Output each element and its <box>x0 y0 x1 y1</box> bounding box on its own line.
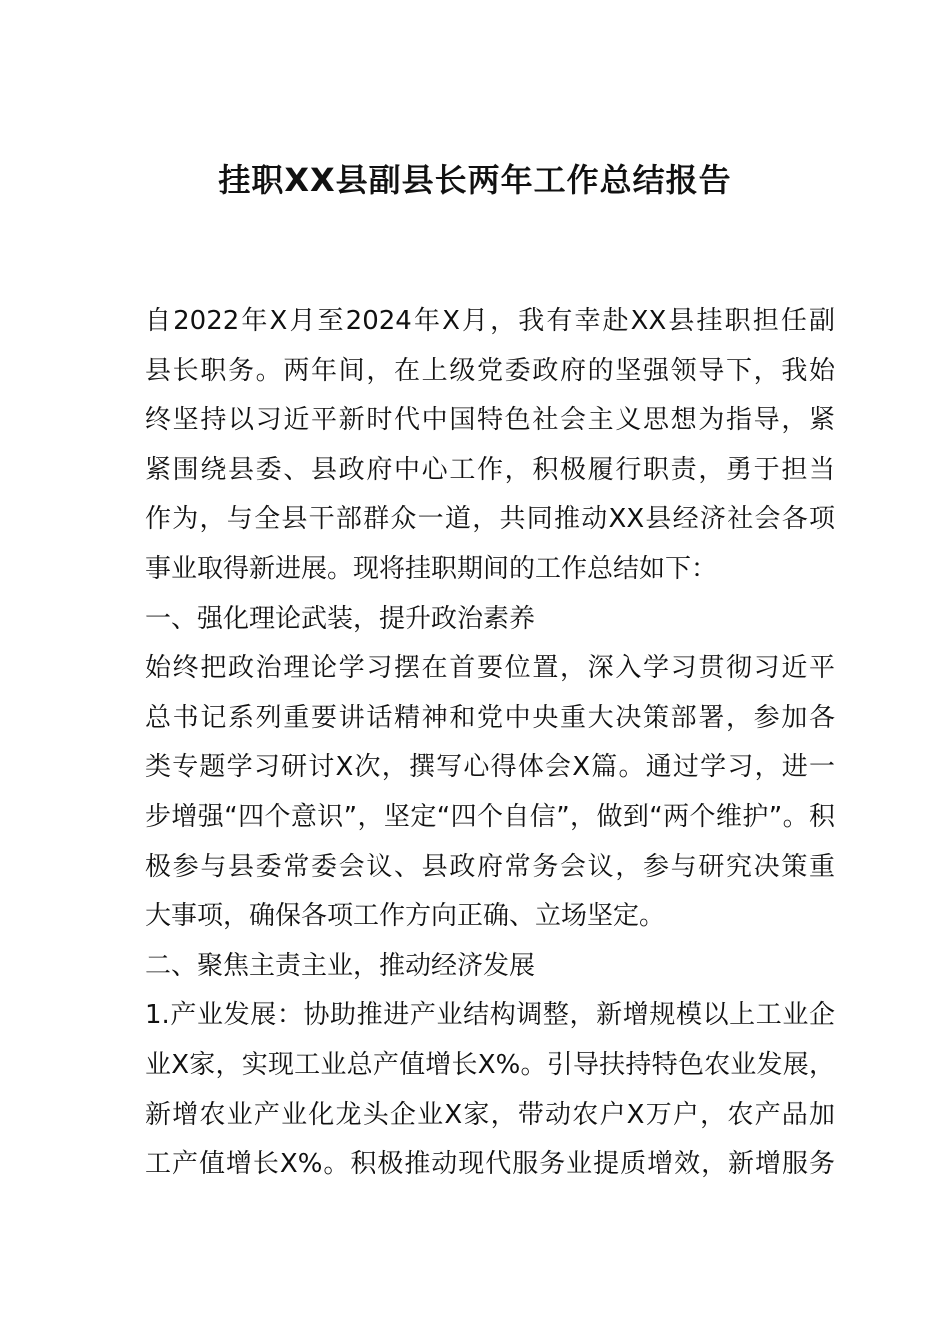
document-body <box>145 297 835 1190</box>
body-line: 始终把政治理论学习摆在首要位置，深入学习贯彻习近平 <box>145 653 835 684</box>
body-line: 类专题学习研讨X次，撰写心得体会X篇。通过学习，进一 <box>145 752 835 783</box>
body-line: 紧围绕县委、县政府中心工作，积极履行职责，勇于担当 <box>145 454 835 485</box>
section-heading: 二、聚焦主责主业，推动经济发展 <box>145 950 536 981</box>
body-line: 总书记系列重要讲话精神和党中央重大决策部署，参加各 <box>145 702 835 733</box>
body-line: 自2022年X月至2024年X月，我有幸赴XX县挂职担任副 <box>145 306 835 336</box>
body-line: 新增农业产业化龙头企业X家，带动农户X万户，农产品加 <box>145 1099 835 1130</box>
body-line: 大事项，确保各项工作方向正确、立场坚定。 <box>145 901 666 932</box>
body-line: 县长职务。两年间，在上级党委政府的坚强领导下，我始 <box>145 355 835 386</box>
body-line: 作为，与全县干部群众一道，共同推动XX县经济社会各项 <box>145 504 835 535</box>
body-line: 步增强“四个意识”，坚定“四个自信”，做到“两个维护”。积 <box>145 801 835 832</box>
section-heading: 一、强化理论武装，提升政治素养 <box>145 603 536 634</box>
body-line: 事业取得新进展。现将挂职期间的工作总结如下： <box>145 553 718 584</box>
document-title: 挂职XX县副县长两年工作总结报告 <box>218 161 732 199</box>
body-line: 终坚持以习近平新时代中国特色社会主义思想为指导，紧 <box>145 405 835 436</box>
body-line: 业X家，实现工业总产值增长X%。引导扶持特色农业发展， <box>145 1049 835 1080</box>
body-line: 1.产业发展：协助推进产业结构调整，新增规模以上工业企 <box>145 1000 835 1031</box>
body-line: 工产值增长X%。积极推动现代服务业提质增效，新增服务 <box>145 1149 835 1180</box>
body-line: 极参与县委常委会议、县政府常务会议，参与研究决策重 <box>145 851 835 882</box>
